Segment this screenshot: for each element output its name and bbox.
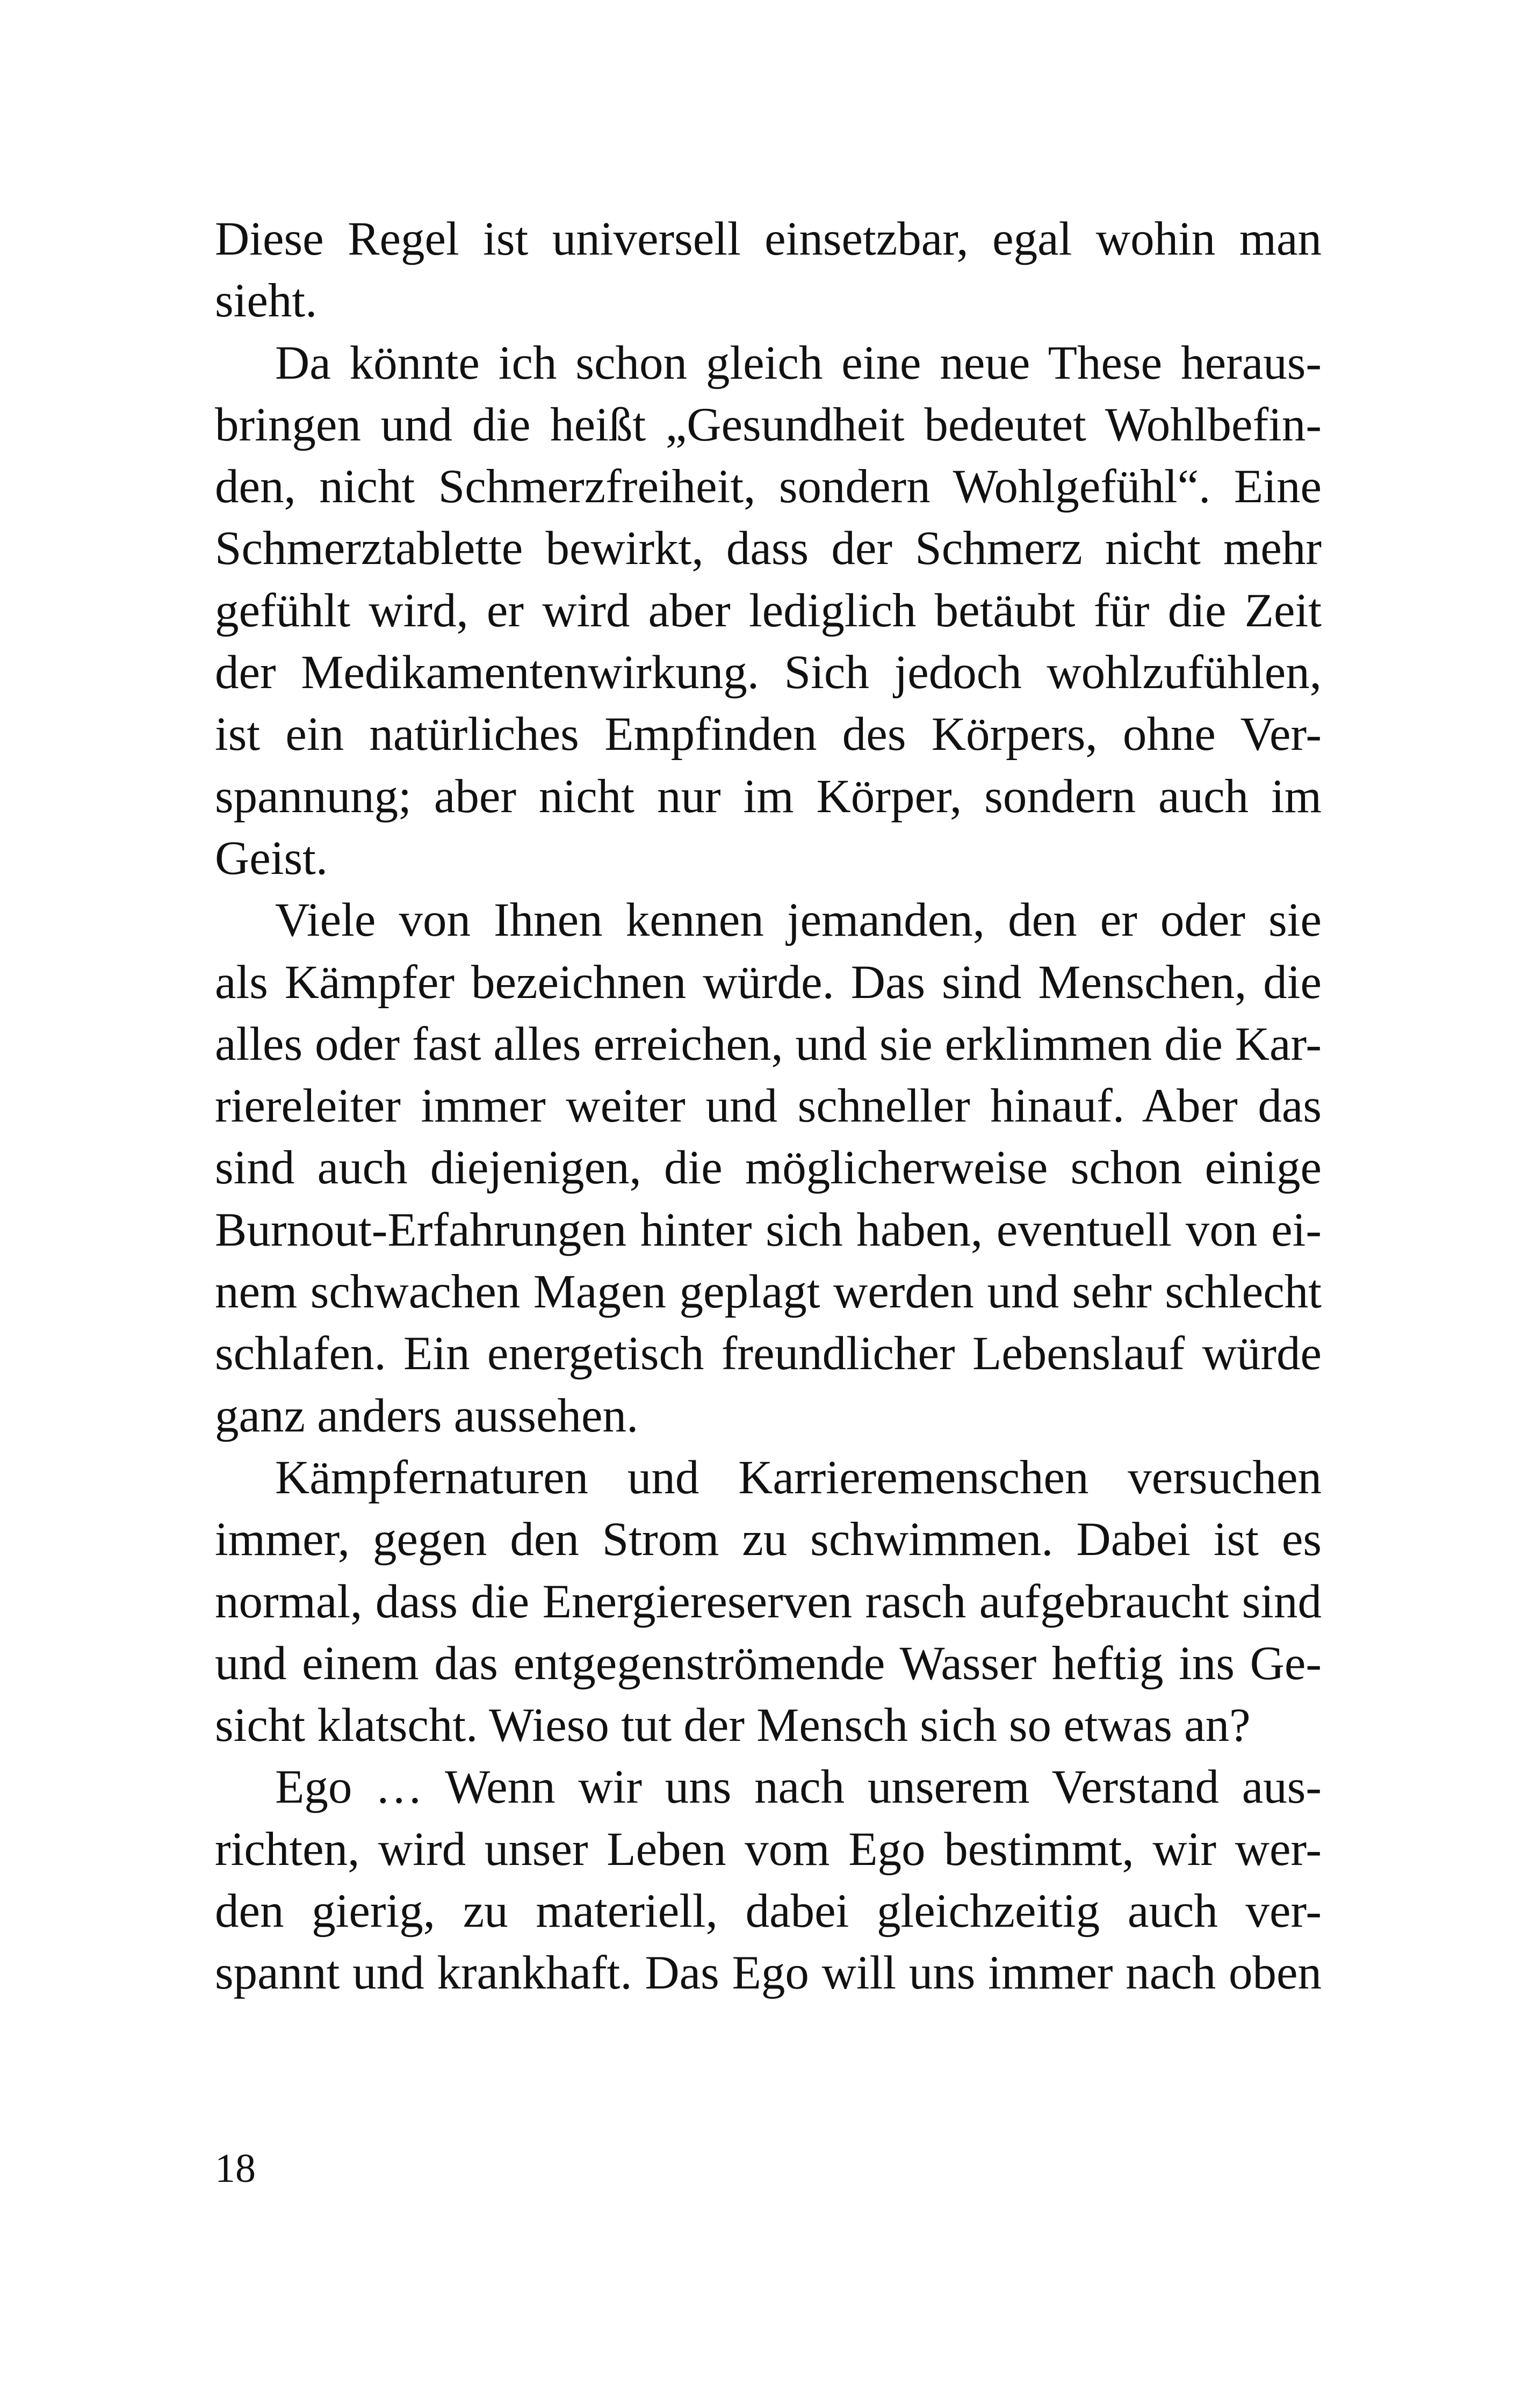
text-line: richten, wird unser Leben vom Ego bestimmt, wir wer- bbox=[215, 1823, 1322, 1876]
text-line: Burnout-Erfahrungen hinter sich haben, eventuell von ei- bbox=[215, 1203, 1322, 1256]
text-line: normal, dass die Energiereserven rasch aufgebraucht sind bbox=[215, 1575, 1322, 1628]
text-line: spannt und krankhaft. Das Ego will uns immer nach oben bbox=[215, 1947, 1322, 2000]
text-line: Diese Regel ist universell einsetzbar, egal wohin man bbox=[215, 213, 1322, 265]
text-line: spannung; aber nicht nur im Körper, sondern auch im bbox=[215, 770, 1322, 823]
text-line: ganz anders aussehen. bbox=[215, 1389, 639, 1442]
text-line: gefühlt wird, er wird aber lediglich betäubt für die Zeit bbox=[215, 584, 1322, 637]
text-line: Kämpfernaturen und Karrieremenschen versuchen bbox=[275, 1451, 1322, 1504]
text-line: der Medikamentenwirkung. Sich jedoch wohlzufühlen, bbox=[215, 646, 1322, 699]
page-number: 18 bbox=[215, 2146, 256, 2191]
text-line: bringen und die heißt „Gesundheit bedeutet Wohlbefin- bbox=[215, 398, 1322, 451]
text-line: schlafen. Ein energetisch freundlicher Lebenslauf würde bbox=[215, 1327, 1322, 1380]
text-line: Da könnte ich schon gleich eine neue These heraus- bbox=[275, 336, 1322, 389]
text-line: Geist. bbox=[215, 831, 328, 885]
body-text bbox=[215, 208, 1322, 2005]
text-line: Ego … Wenn wir uns nach unserem Verstand aus- bbox=[275, 1761, 1322, 1814]
text-line: sind auch diejenigen, die möglicherweise schon einige bbox=[215, 1141, 1322, 1195]
text-line: sicht klatscht. Wieso tut der Mensch sich so etwas an? bbox=[215, 1699, 1251, 1752]
text-line: und einem das entgegenströmende Wasser heftig ins Ge- bbox=[215, 1637, 1322, 1690]
text-line: Viele von Ihnen kennen jemanden, den er oder sie bbox=[275, 894, 1322, 947]
text-line: alles oder fast alles erreichen, und sie erklimmen die Kar- bbox=[215, 1017, 1322, 1071]
text-line: ist ein natürliches Empfinden des Körpers, ohne Ver- bbox=[215, 708, 1322, 761]
text-line: nem schwachen Magen geplagt werden und sehr schlecht bbox=[215, 1266, 1322, 1319]
text-line: den gierig, zu materiell, dabei gleichzeitig auch ver- bbox=[215, 1885, 1322, 1938]
text-line: Schmerztablette bewirkt, dass der Schmerz nicht mehr bbox=[215, 522, 1322, 575]
text-line: immer, gegen den Strom zu schwimmen. Dabei ist es bbox=[215, 1513, 1322, 1566]
text-line: sieht. bbox=[215, 274, 318, 328]
text-line: als Kämpfer bezeichnen würde. Das sind Menschen, die bbox=[215, 956, 1322, 1009]
text-line: riereleiter immer weiter und schneller hinauf. Aber das bbox=[215, 1080, 1322, 1133]
text-line: den, nicht Schmerzfreiheit, sondern Wohlgefühl“. Eine bbox=[215, 460, 1322, 514]
